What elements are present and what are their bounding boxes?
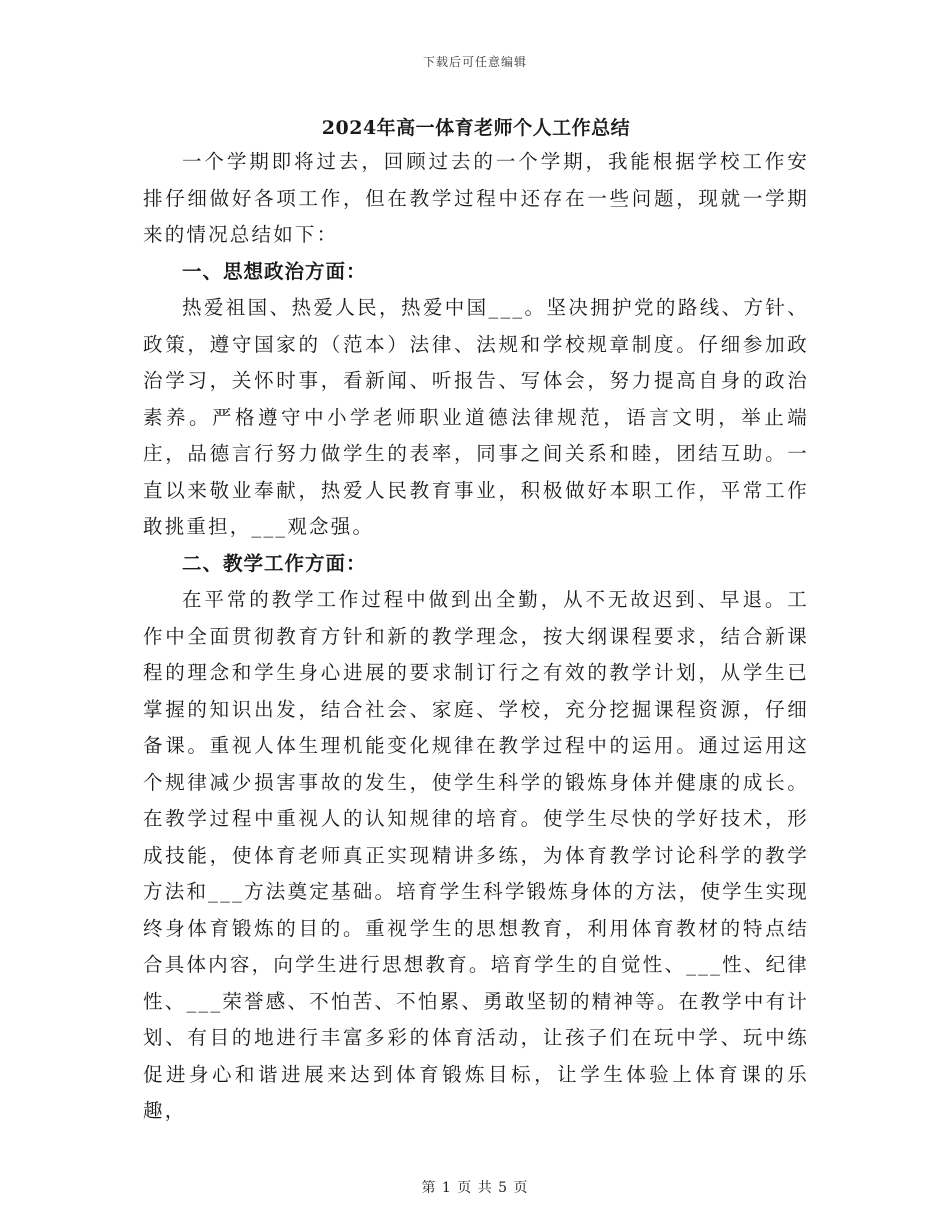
document-body xyxy=(143,112,809,1130)
section-heading-teaching: 二、教学工作方面： xyxy=(182,551,367,575)
page-header: 下载后可任意编辑 xyxy=(422,55,527,69)
intro-paragraph: 一个学期即将过去，回顾过去的一个学期，我能根据学校工作安排仔细做好各项工作，但在教学过程中还存在一些问题，现就一学期来的情况总结如下： xyxy=(143,150,809,246)
page-footer: 第 1 页 共 5 页 xyxy=(421,1180,529,1196)
document-title: 2024年高一体育老师个人工作总结 xyxy=(321,117,631,139)
section-body-teaching: 在平常的教学工作过程中做到出全勤，从不无故迟到、早退。工作中全面贯彻教育方针和新的教学理念，按大纲课程要求，结合新课程的理念和学生身心进展的要求制订行之有效的教学计划，从学生已掌握的知识出发，结合社会、家庭、学校，充分挖掘课程资源，仔细备课。重视人体生理机能变化规律在教学过程中的运用。通过运用这个规律减少损害事故的发生，使学生科学的锻炼身体并健康的成长。在教学过程中重视人的认知规律的培育。使学生尽快的学好技术，形成技能，使体育老师真正实现精讲多练，为体育教学讨论科学的教学方法和___方法奠定基础。培育学生科学锻炼身体的方法，使学生实现终身体育锻炼的目的。重视学生的思想教育，利用体育教材的特点结合具体内容，向学生进行思想教育。培育学生的自觉性、___性、纪律性、___荣誉感、不怕苦、不怕累、勇敢坚韧的精神等。在教学中有计划、有目的地进行丰富多彩的体育活动，让孩子们在玩中学、玩中练促进身心和谐进展来达到体育锻炼目标，让学生体验上体育课的乐趣， xyxy=(143,588,809,1122)
section-body-politics: 热爱祖国、热爱人民，热爱中国___。坚决拥护党的路线、方针、政策，遵守国家的（范本）法律、法规和学校规章制度。仔细参加政治学习，关怀时事，看新闻、听报告、写体会，努力提高自身的政治素养。严格遵守中小学老师职业道德法律规范，语言文明，举止端庄，品德言行努力做学生的表率，同事之间关系和睦，团结互助。一直以来敬业奉献，热爱人民教育事业，积极做好本职工作，平常工作敢挑重担，___观念强。 xyxy=(143,296,809,538)
section-heading-politics: 一、思想政治方面： xyxy=(182,259,367,283)
